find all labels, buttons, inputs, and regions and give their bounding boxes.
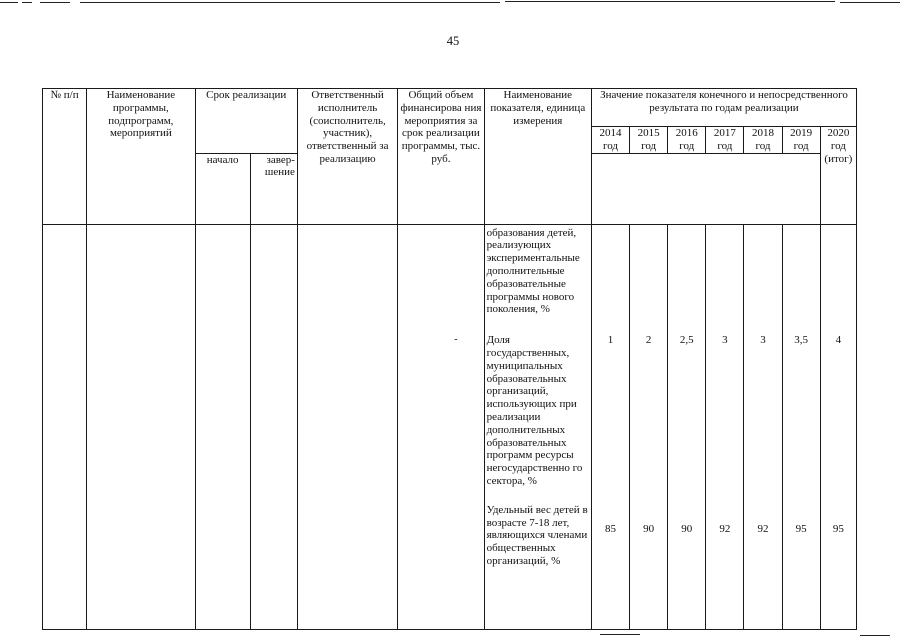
value-2019-ind3: 95 [795,522,807,535]
cell-program-name [87,224,195,629]
indicator-text-1: образования детей, реализующих экспериментальные дополнительные образовательные программы нового поколения, % [486,226,580,316]
cell-values-2015 [630,224,668,629]
cell-indicators [484,224,591,629]
header-year-2015: 2015 год [630,127,668,154]
header-year-2020: 2020 год (итог) [820,127,856,225]
page-number: 45 [446,34,460,48]
header-years-spacer [591,153,820,224]
cell-period-start [195,224,250,629]
indicator-text-3: Удельный вес детей в возрасте 7-18 лет, являющихся членами общественных организаций, % [486,503,588,567]
header-year-2016: 2016 год [668,127,706,154]
value-2019-ind2: 3,5 [794,333,809,346]
header-year-2018: 2018 год [744,127,782,154]
cell-values-2019 [782,224,820,629]
scan-top-edge [0,2,905,5]
value-2020-ind2: 4 [835,333,842,346]
header-period-end: завер-шение [250,153,297,224]
scan-bottom-edge [0,630,905,640]
value-2018-ind2: 3 [760,333,766,346]
cell-num [43,224,87,629]
cell-funding [398,224,484,629]
value-2018-ind3: 92 [757,522,769,535]
value-2016-ind2: 2,5 [679,333,694,346]
header-program-name: Наименование программы, подпрограмм, мероприятий [87,89,195,225]
cell-values-2017 [706,224,744,629]
header-period-start: начало [195,153,250,224]
header-row-1 [43,89,857,127]
value-2015-ind3: 90 [643,522,655,535]
cell-values-2020 [820,224,856,629]
value-2014-ind2: 1 [607,333,614,346]
header-executor: Ответственный исполнитель (соисполнитель, участник), ответственный за реализацию [297,89,397,225]
header-year-2017: 2017 год [706,127,744,154]
value-2020-ind3: 95 [832,522,844,535]
header-values-title: Значение показателя конечного и непосредственного результата по годам реализации [591,89,856,127]
value-2017-ind3: 92 [719,522,731,535]
funding-mark: - [454,333,458,345]
header-indicator-name: Наименование показателя, единица измерения [484,89,591,225]
body-row [43,224,857,629]
cell-executor [297,224,397,629]
header-period: Срок реализации [195,89,297,154]
cell-values-2016 [668,224,706,629]
header-funding: Общий объем финансирова ния мероприятия за срок реализации программы, тыс. руб. [398,89,484,225]
header-year-2014: 2014 год [591,127,629,154]
value-2017-ind2: 3 [722,333,728,346]
header-year-2019: 2019 год [782,127,820,154]
value-2016-ind3: 90 [681,522,693,535]
value-2014-ind3: 85 [605,522,617,535]
indicator-text-2: Доля государственных, муниципальных образовательных организаций, использующих при реализации дополнительных образовательных программ ресурсы негосударственно го сектора, % [486,334,583,487]
header-num: № п/п [43,89,87,225]
program-table [42,88,857,630]
cell-period-end [250,224,297,629]
cell-values-2014 [591,224,629,629]
cell-values-2018 [744,224,782,629]
value-2015-ind2: 2 [645,333,652,346]
